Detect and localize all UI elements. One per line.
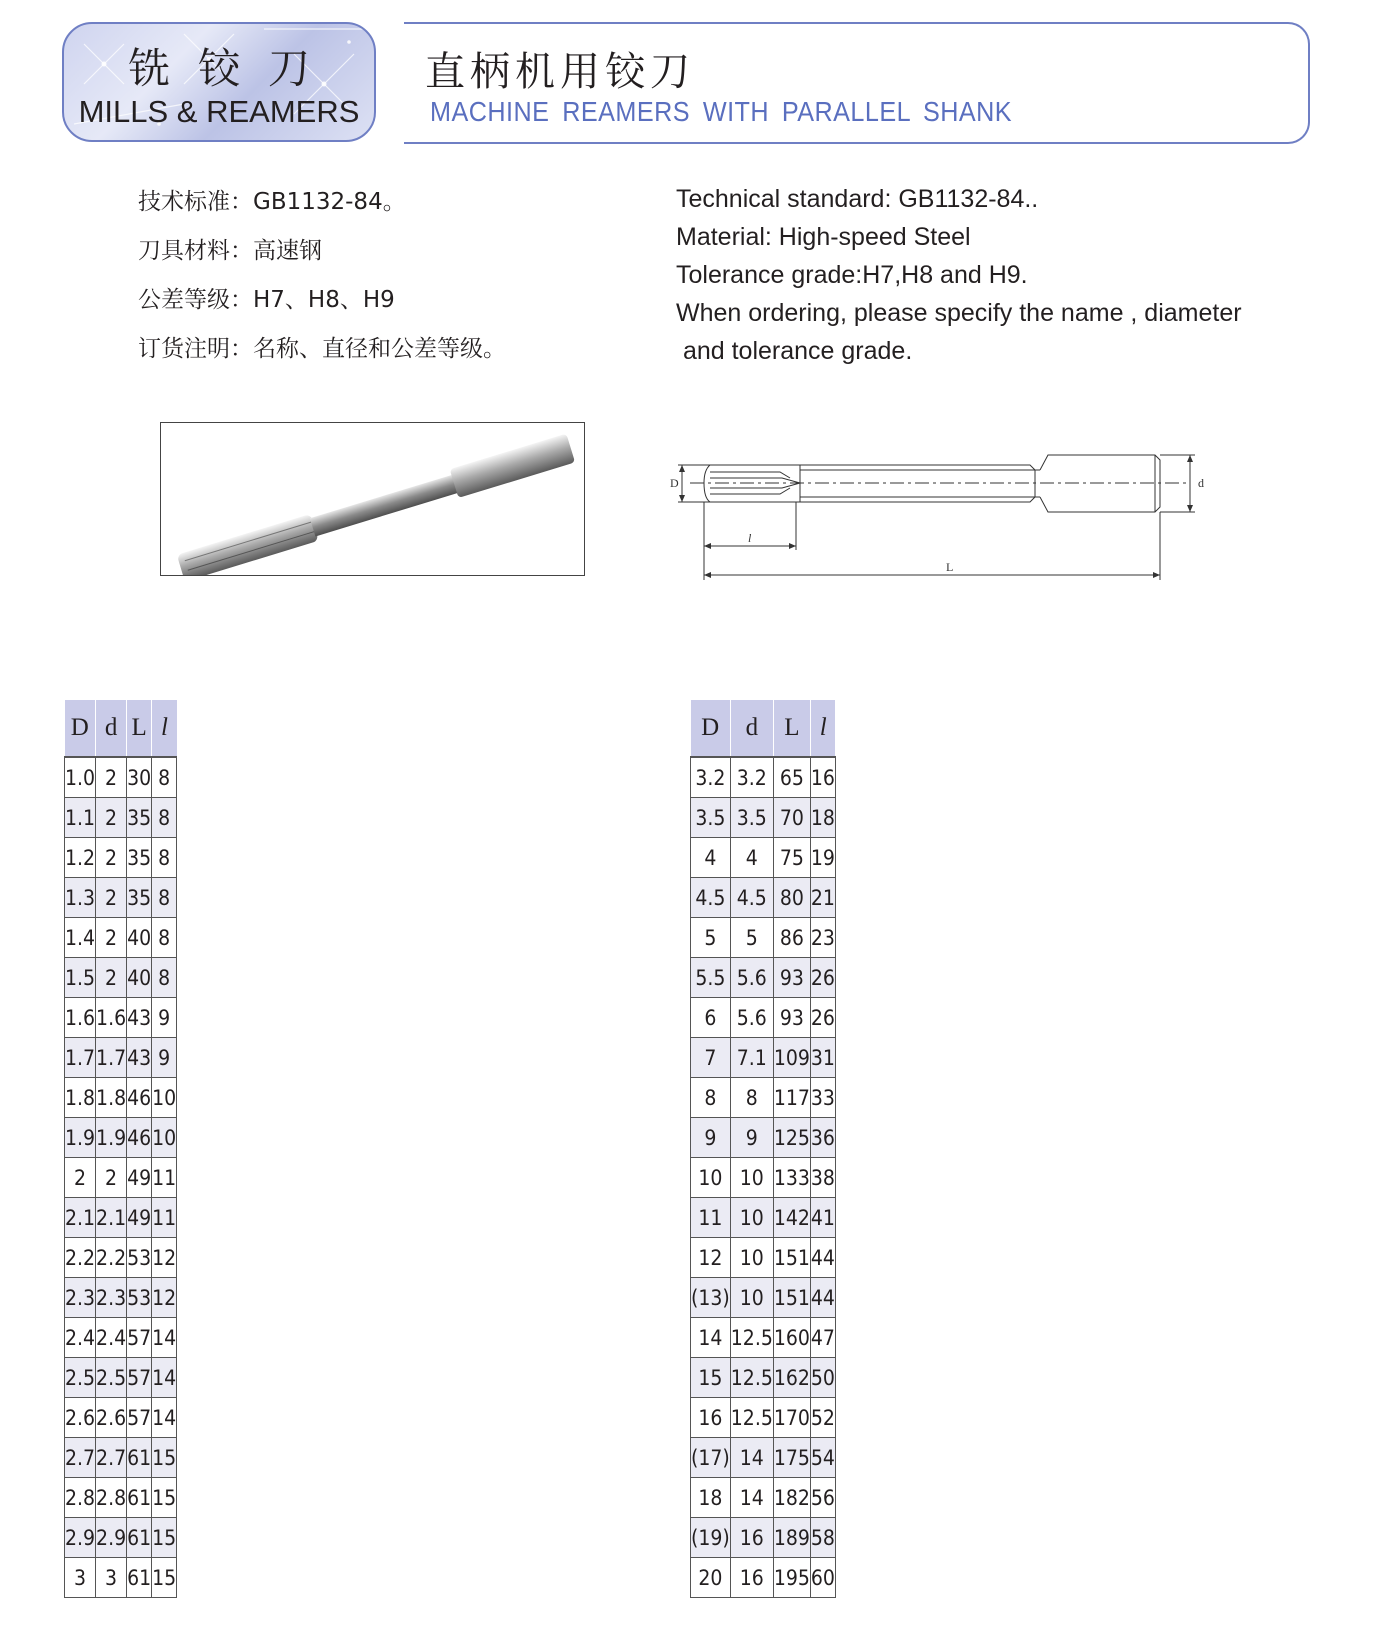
cell-D: 1.7 [65, 1038, 96, 1078]
cell-l: 8 [152, 918, 177, 958]
cell-L: 117 [773, 1078, 810, 1118]
badge-title-cn: 铣铰刀 [127, 44, 338, 93]
cell-d: 2.8 [96, 1478, 127, 1518]
cell-d: 2 [96, 1158, 127, 1198]
table-row [691, 1038, 836, 1078]
cell-l: 26 [810, 998, 835, 1038]
cell-d: 8 [730, 1078, 773, 1118]
cell-L: 160 [773, 1318, 810, 1358]
cell-D: 3.2 [691, 757, 731, 798]
cell-l: 16 [810, 757, 835, 798]
cell-l: 21 [810, 878, 835, 918]
cell-l: 10 [152, 1118, 177, 1158]
cell-L: 57 [127, 1358, 152, 1398]
cell-D: 2.8 [65, 1478, 96, 1518]
spec-list-en [676, 180, 1242, 370]
badge-title-en: MILLS & REAMERS [78, 94, 360, 129]
table-row [691, 757, 836, 798]
table-row [65, 1558, 177, 1598]
table-row [65, 958, 177, 998]
cell-d: 12.5 [730, 1318, 773, 1358]
table-row [691, 958, 836, 998]
cell-d: 2.9 [96, 1518, 127, 1558]
cell-l: 36 [810, 1118, 835, 1158]
cell-L: 182 [773, 1478, 810, 1518]
cell-L: 151 [773, 1238, 810, 1278]
cell-d: 3.5 [730, 798, 773, 838]
cell-D: 1.8 [65, 1078, 96, 1118]
cell-D: 2 [65, 1158, 96, 1198]
cell-D: 1.6 [65, 998, 96, 1038]
cell-L: 151 [773, 1278, 810, 1318]
cell-D: 2.3 [65, 1278, 96, 1318]
cell-d: 5.6 [730, 958, 773, 998]
cell-d: 12.5 [730, 1398, 773, 1438]
cell-L: 46 [127, 1118, 152, 1158]
cell-l: 50 [810, 1358, 835, 1398]
cell-L: 80 [773, 878, 810, 918]
table-row [65, 1398, 177, 1438]
table-row [691, 1398, 836, 1438]
table-row [65, 1238, 177, 1278]
cell-d: 9 [730, 1118, 773, 1158]
table-row [691, 1318, 836, 1358]
cell-L: 61 [127, 1438, 152, 1478]
cell-d: 2 [96, 878, 127, 918]
col-header-L: L [127, 700, 152, 757]
cell-l: 8 [152, 798, 177, 838]
cell-D: 2.2 [65, 1238, 96, 1278]
table-row [65, 1358, 177, 1398]
cell-d: 2.5 [96, 1358, 127, 1398]
cell-L: 30 [127, 757, 152, 798]
cell-D: 2.7 [65, 1438, 96, 1478]
spec-ordering-en: When ordering, please specify the name , diameter [676, 299, 1242, 327]
table-header-row [65, 700, 177, 757]
reamer-photo [160, 422, 585, 576]
cell-d: 1.8 [96, 1078, 127, 1118]
table-row [691, 838, 836, 878]
table-row [691, 1478, 836, 1518]
cell-L: 53 [127, 1278, 152, 1318]
label-L: L [946, 560, 954, 574]
cell-D: 1.4 [65, 918, 96, 958]
cell-D: (17) [691, 1438, 731, 1478]
col-header-D: D [691, 700, 731, 757]
spec-list-cn [138, 178, 506, 374]
cell-L: 86 [773, 918, 810, 958]
cell-L: 43 [127, 998, 152, 1038]
cell-D: 1.3 [65, 878, 96, 918]
spec-table-left [64, 700, 177, 1598]
cell-l: 60 [810, 1558, 835, 1598]
cell-L: 93 [773, 998, 810, 1038]
spec-ordering-cn: 订货注明：名称、直径和公差等级。 [138, 336, 506, 362]
cell-l: 15 [152, 1558, 177, 1598]
cell-D: 2.5 [65, 1358, 96, 1398]
cell-l: 8 [152, 878, 177, 918]
col-header-D: D [65, 700, 96, 757]
cell-L: 65 [773, 757, 810, 798]
cell-D: 1.5 [65, 958, 96, 998]
table-row [691, 878, 836, 918]
cell-d: 2.1 [96, 1198, 127, 1238]
cell-D: (19) [691, 1518, 731, 1558]
cell-D: 20 [691, 1558, 731, 1598]
cell-l: 56 [810, 1478, 835, 1518]
cell-D: 11 [691, 1198, 731, 1238]
cell-d: 14 [730, 1438, 773, 1478]
spec-material-en: Material: High-speed Steel [676, 223, 971, 251]
cell-L: 125 [773, 1118, 810, 1158]
cell-L: 46 [127, 1078, 152, 1118]
spec-material-cn: 刀具材料：高速钢 [138, 238, 322, 264]
cell-l: 15 [152, 1438, 177, 1478]
table-row [691, 1198, 836, 1238]
cell-l: 38 [810, 1158, 835, 1198]
cell-L: 195 [773, 1558, 810, 1598]
reamer-drawing [670, 450, 1230, 610]
cell-l: 14 [152, 1358, 177, 1398]
cell-L: 70 [773, 798, 810, 838]
label-D: D [670, 476, 679, 490]
cell-l: 12 [152, 1238, 177, 1278]
cell-L: 57 [127, 1398, 152, 1438]
table-row [65, 1078, 177, 1118]
table-row [65, 1278, 177, 1318]
cell-d: 2.6 [96, 1398, 127, 1438]
cell-l: 15 [152, 1478, 177, 1518]
cell-D: 6 [691, 998, 731, 1038]
cell-D: 5 [691, 918, 731, 958]
cell-d: 12.5 [730, 1358, 773, 1398]
cell-D: 9 [691, 1118, 731, 1158]
cell-L: 35 [127, 798, 152, 838]
cell-d: 2 [96, 958, 127, 998]
cell-D: 15 [691, 1358, 731, 1398]
cell-d: 4.5 [730, 878, 773, 918]
cell-D: 10 [691, 1158, 731, 1198]
cell-L: 35 [127, 878, 152, 918]
table-row [65, 1118, 177, 1158]
table-row [691, 1438, 836, 1478]
spec-table-right [690, 700, 836, 1598]
cell-D: 2.4 [65, 1318, 96, 1358]
cell-l: 10 [152, 1078, 177, 1118]
cell-D: 4.5 [691, 878, 731, 918]
cell-d: 2.4 [96, 1318, 127, 1358]
cell-d: 10 [730, 1278, 773, 1318]
cell-d: 16 [730, 1518, 773, 1558]
cell-l: 8 [152, 757, 177, 798]
table-row [65, 757, 177, 798]
cell-d: 16 [730, 1558, 773, 1598]
cell-D: 3 [65, 1558, 96, 1598]
cell-L: 175 [773, 1438, 810, 1478]
cell-l: 11 [152, 1158, 177, 1198]
cell-l: 52 [810, 1398, 835, 1438]
cell-l: 33 [810, 1078, 835, 1118]
cell-D: 12 [691, 1238, 731, 1278]
cell-D: 2.9 [65, 1518, 96, 1558]
spec-ordering-en-cont: and tolerance grade. [676, 337, 913, 365]
cell-l: 15 [152, 1518, 177, 1558]
cell-D: 7 [691, 1038, 731, 1078]
label-d: d [1198, 476, 1204, 490]
table-row [65, 1438, 177, 1478]
cell-D: 1.9 [65, 1118, 96, 1158]
cell-l: 9 [152, 998, 177, 1038]
table-row [691, 1518, 836, 1558]
cell-d: 1.9 [96, 1118, 127, 1158]
cell-d: 14 [730, 1478, 773, 1518]
cell-L: 109 [773, 1038, 810, 1078]
col-header-L: L [773, 700, 810, 757]
table-header-row [691, 700, 836, 757]
cell-L: 189 [773, 1518, 810, 1558]
spec-standard-cn: 技术标准：GB1132-84。 [138, 189, 406, 215]
cell-l: 31 [810, 1038, 835, 1078]
table-row [691, 1558, 836, 1598]
cell-L: 49 [127, 1158, 152, 1198]
cell-D: 14 [691, 1318, 731, 1358]
cell-d: 2.7 [96, 1438, 127, 1478]
page-title-en: MACHINE REAMERS WITH PARALLEL SHANK [430, 96, 1013, 127]
spec-tolerance-en: Tolerance grade:H7,H8 and H9. [676, 261, 1028, 289]
cell-d: 10 [730, 1238, 773, 1278]
table-row [691, 1118, 836, 1158]
cell-l: 14 [152, 1398, 177, 1438]
cell-l: 8 [152, 958, 177, 998]
cell-L: 49 [127, 1198, 152, 1238]
cell-D: 3.5 [691, 798, 731, 838]
cell-l: 8 [152, 838, 177, 878]
category-badge [62, 22, 376, 142]
cell-L: 162 [773, 1358, 810, 1398]
table-row [65, 1518, 177, 1558]
cell-L: 61 [127, 1518, 152, 1558]
cell-l: 18 [810, 798, 835, 838]
table-row [691, 1278, 836, 1318]
table-row [65, 1198, 177, 1238]
cell-D: 2.1 [65, 1198, 96, 1238]
cell-L: 35 [127, 838, 152, 878]
col-header-d: d [96, 700, 127, 757]
cell-d: 10 [730, 1158, 773, 1198]
cell-L: 142 [773, 1198, 810, 1238]
cell-l: 54 [810, 1438, 835, 1478]
cell-d: 2 [96, 757, 127, 798]
col-header-l: l [810, 700, 835, 757]
spec-standard-en: Technical standard: GB1132-84.. [676, 185, 1039, 213]
cell-L: 133 [773, 1158, 810, 1198]
table-row [691, 1238, 836, 1278]
cell-l: 41 [810, 1198, 835, 1238]
table-row [65, 878, 177, 918]
cell-d: 2.3 [96, 1278, 127, 1318]
col-header-l: l [152, 700, 177, 757]
table-row [691, 1078, 836, 1118]
cell-d: 2 [96, 798, 127, 838]
cell-L: 170 [773, 1398, 810, 1438]
table-row [691, 1358, 836, 1398]
cell-L: 53 [127, 1238, 152, 1278]
cell-D: 4 [691, 838, 731, 878]
cell-l: 26 [810, 958, 835, 998]
cell-l: 9 [152, 1038, 177, 1078]
table-row [691, 798, 836, 838]
table-row [691, 998, 836, 1038]
cell-l: 44 [810, 1278, 835, 1318]
cell-l: 11 [152, 1198, 177, 1238]
page-title-cn: 直柄机用铰刀 [425, 49, 695, 95]
cell-d: 7.1 [730, 1038, 773, 1078]
reamer-illustration [161, 423, 584, 575]
cell-d: 1.6 [96, 998, 127, 1038]
cell-l: 47 [810, 1318, 835, 1358]
cell-D: 1.1 [65, 798, 96, 838]
cell-d: 1.7 [96, 1038, 127, 1078]
table-row [65, 998, 177, 1038]
cell-l: 44 [810, 1238, 835, 1278]
cell-d: 2 [96, 838, 127, 878]
cell-l: 14 [152, 1318, 177, 1358]
cell-D: 2.6 [65, 1398, 96, 1438]
col-header-d: d [730, 700, 773, 757]
cell-D: 8 [691, 1078, 731, 1118]
cell-d: 5.6 [730, 998, 773, 1038]
spec-tolerance-cn: 公差等级：H7、H8、H9 [138, 287, 395, 313]
cell-d: 2 [96, 918, 127, 958]
cell-L: 75 [773, 838, 810, 878]
cell-d: 2.2 [96, 1238, 127, 1278]
cell-d: 5 [730, 918, 773, 958]
cell-D: (13) [691, 1278, 731, 1318]
label-l: l [748, 531, 752, 545]
cell-L: 40 [127, 958, 152, 998]
table-row [65, 1038, 177, 1078]
cell-L: 93 [773, 958, 810, 998]
cell-d: 4 [730, 838, 773, 878]
cell-l: 23 [810, 918, 835, 958]
table-row [65, 838, 177, 878]
cell-D: 1.0 [65, 757, 96, 798]
cell-d: 3 [96, 1558, 127, 1598]
cell-L: 61 [127, 1558, 152, 1598]
cell-L: 40 [127, 918, 152, 958]
cell-d: 10 [730, 1198, 773, 1238]
cell-L: 61 [127, 1478, 152, 1518]
cell-L: 43 [127, 1038, 152, 1078]
cell-l: 58 [810, 1518, 835, 1558]
cell-D: 5.5 [691, 958, 731, 998]
cell-l: 12 [152, 1278, 177, 1318]
cell-D: 1.2 [65, 838, 96, 878]
table-row [65, 798, 177, 838]
cell-l: 19 [810, 838, 835, 878]
table-row [691, 918, 836, 958]
table-row [65, 918, 177, 958]
table-row [65, 1158, 177, 1198]
table-row [65, 1318, 177, 1358]
cell-D: 18 [691, 1478, 731, 1518]
cell-d: 3.2 [730, 757, 773, 798]
cell-L: 57 [127, 1318, 152, 1358]
table-row [691, 1158, 836, 1198]
cell-D: 16 [691, 1398, 731, 1438]
table-row [65, 1478, 177, 1518]
